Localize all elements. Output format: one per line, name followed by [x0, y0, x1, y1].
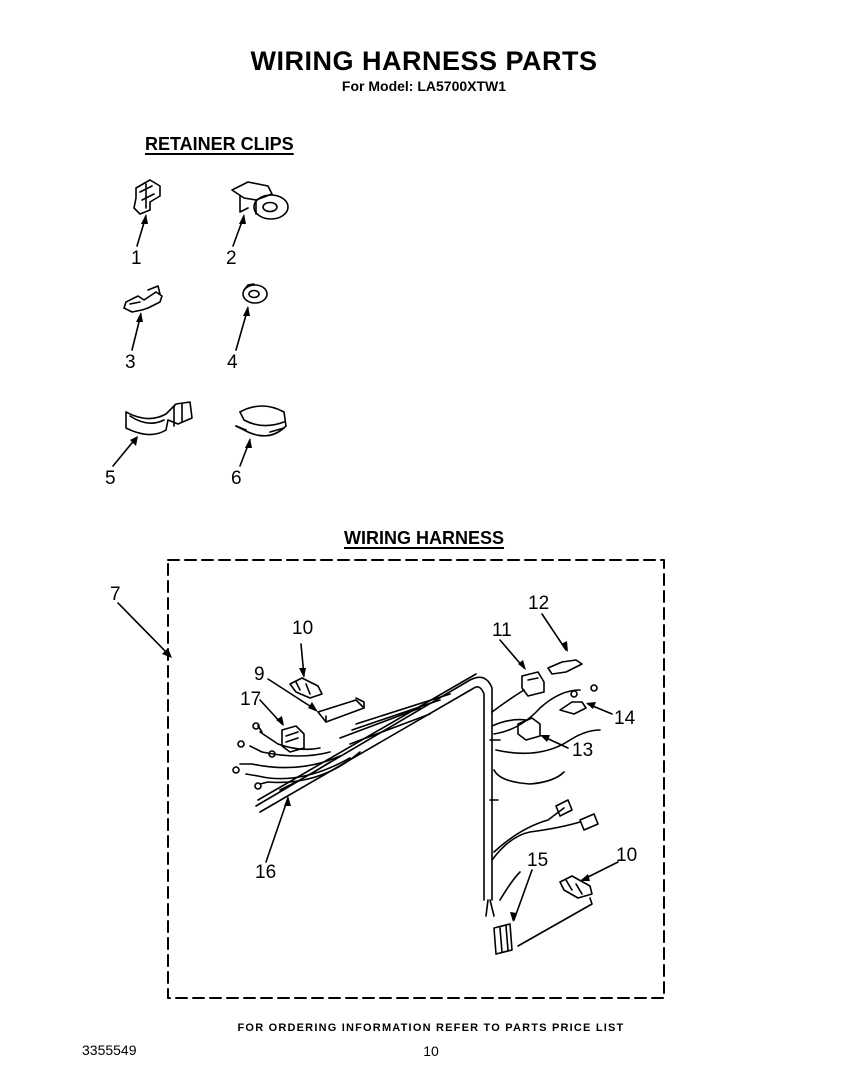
connector-13-drawing [518, 718, 540, 740]
part-number-2: 2 [226, 248, 237, 269]
callout-11: 11 [492, 620, 512, 641]
harness-main-bundle [256, 674, 500, 916]
callout-7: 7 [110, 584, 121, 605]
retainer-clip-3-drawing [124, 286, 162, 312]
retainer-clip-5-drawing [126, 402, 192, 435]
callout-9: 9 [254, 664, 265, 685]
callout-12: 12 [528, 593, 550, 614]
connector-15-drawing [494, 924, 512, 954]
harness-box [168, 560, 664, 998]
page-number: 10 [423, 1043, 439, 1059]
retainer-clips-heading: RETAINER CLIPS [145, 134, 294, 154]
part-number-1: 1 [131, 248, 142, 269]
callout-17: 17 [240, 689, 262, 710]
document-number: 3355549 [82, 1042, 137, 1058]
terminal-10-top-drawing [290, 678, 322, 698]
part-number-3: 3 [125, 352, 136, 373]
terminal-10-bottom-drawing [518, 876, 592, 946]
ordering-info-note: FOR ORDERING INFORMATION REFER TO PARTS PRICE LIST [237, 1022, 625, 1034]
harness-left-branches [233, 694, 450, 789]
callout-16: 16 [255, 862, 277, 883]
part-number-5: 5 [105, 468, 116, 489]
page-title: WIRING HARNESS PARTS [250, 46, 598, 76]
connector-11-drawing [522, 672, 544, 696]
plug-connectors-drawing [556, 800, 598, 830]
model-subtitle: For Model: LA5700XTW1 [341, 78, 507, 94]
callout-10-bottom: 10 [616, 845, 638, 866]
part-number-6: 6 [231, 468, 242, 489]
retainer-clip-1-drawing [134, 180, 160, 214]
wiring-harness-heading: WIRING HARNESS [344, 528, 505, 548]
part-number-4: 4 [227, 352, 238, 373]
retainer-clip-2-drawing [232, 182, 288, 219]
retainer-clip-4-drawing [243, 284, 267, 303]
terminal-block-9-drawing [318, 698, 364, 722]
callout-10-top: 10 [292, 618, 314, 639]
retainer-clip-6-drawing [236, 406, 286, 436]
callout-14: 14 [614, 708, 636, 729]
callout-15: 15 [527, 850, 549, 871]
callout-13: 13 [572, 740, 594, 761]
terminal-12-drawing [548, 660, 582, 674]
